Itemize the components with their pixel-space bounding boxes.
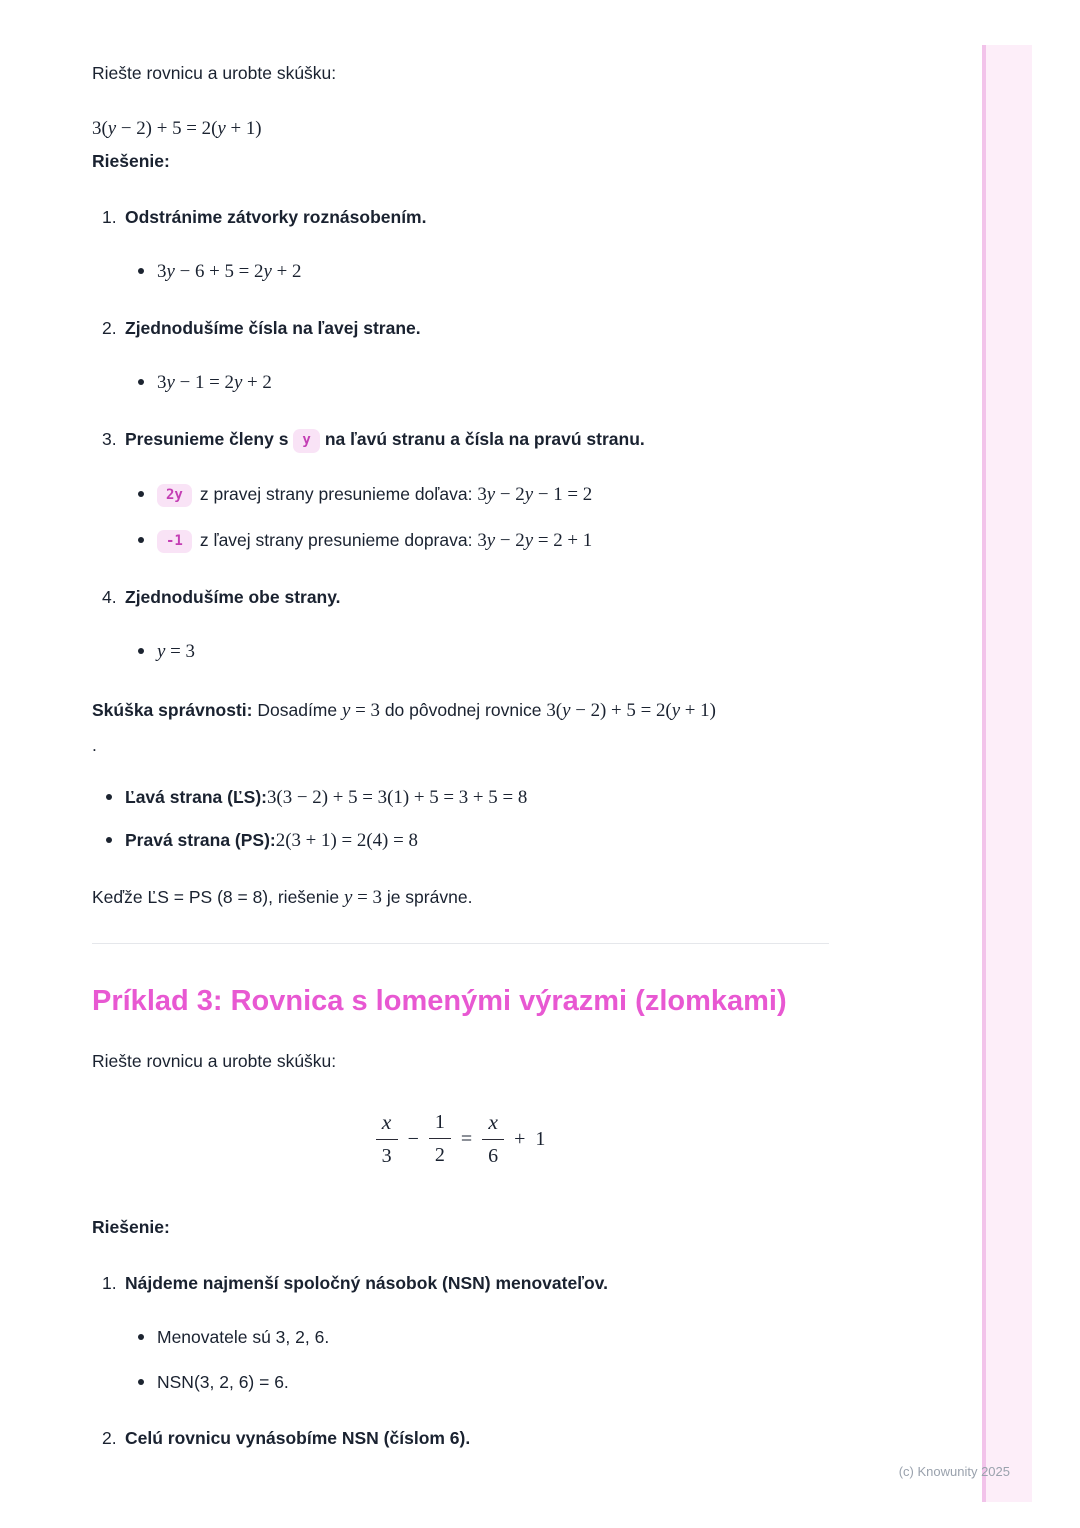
step-1-bullets bbox=[137, 258, 829, 285]
equation-step: 3y − 2y − 1 = 2 bbox=[477, 483, 593, 505]
equation-step: 3y − 2y = 2 + 1 bbox=[477, 529, 593, 551]
step-title: Celú rovnicu vynásobíme NSN (číslom 6). bbox=[125, 1428, 471, 1449]
step-title: Presunieme členy s y na ľavú stranu a čísla na pravú stranu. bbox=[125, 429, 645, 449]
code-badge-minus1: -1 bbox=[157, 530, 192, 554]
copyright-watermark: (c) Knowunity 2025 bbox=[898, 1464, 1010, 1479]
step-1 bbox=[102, 204, 829, 285]
check-label: Skúška správnosti: bbox=[92, 699, 253, 720]
operator: + bbox=[514, 1127, 526, 1150]
list-item: Menovatele sú 3, 2, 6. bbox=[137, 1324, 829, 1350]
operator: − bbox=[407, 1127, 419, 1150]
step-number: 2. bbox=[102, 1428, 117, 1449]
bullet-text: z ľavej strany presunieme doprava: bbox=[199, 529, 473, 550]
step-number: 2. bbox=[102, 318, 117, 338]
document-content bbox=[92, 60, 829, 1451]
step-number: 1. bbox=[102, 1273, 117, 1294]
inline-math: y = 3 bbox=[344, 886, 382, 908]
list-item bbox=[137, 527, 829, 554]
bullet-text: z pravej strany presunieme doľava: bbox=[199, 483, 473, 504]
list-item bbox=[137, 481, 829, 508]
left-side-label: Ľavá strana (ĽS): bbox=[125, 786, 267, 807]
step-4-bullets bbox=[137, 638, 829, 665]
check-sides-list bbox=[105, 784, 829, 854]
inline-math: 3(y − 2) + 5 = 2(y + 1) bbox=[546, 699, 716, 721]
list-item bbox=[137, 258, 829, 285]
list-item bbox=[105, 827, 829, 854]
list-item bbox=[105, 784, 829, 811]
equation-original: 3(y − 2) + 5 = 2(y + 1) bbox=[92, 118, 262, 139]
step-2 bbox=[102, 315, 829, 396]
step-title: Odstránime zátvorky roznásobením. bbox=[125, 207, 427, 227]
step-number: 1. bbox=[102, 207, 117, 227]
code-badge-2y: 2y bbox=[157, 484, 192, 508]
equation-step: 3y − 6 + 5 = 2y + 2 bbox=[157, 261, 302, 282]
section-divider bbox=[92, 943, 829, 944]
step-number: 4. bbox=[102, 586, 117, 607]
task-prompt: Riešte rovnicu a urobte skúšku: bbox=[92, 63, 337, 83]
check-paragraph: Skúška správnosti: Dosadíme y = 3 do pôvodnej rovnice 3(y − 2) + 5 = 2(y + 1) bbox=[92, 699, 716, 721]
list-item bbox=[137, 638, 829, 665]
right-side-math: 2(3 + 1) = 2(4) = 8 bbox=[275, 829, 418, 851]
step-3-bullets bbox=[137, 481, 829, 554]
step-title: Zjednodušíme čísla na ľavej strane. bbox=[125, 318, 421, 338]
constant: 1 bbox=[535, 1127, 546, 1150]
step-2-example3 bbox=[102, 1425, 829, 1451]
list-item: NSN(3, 2, 6) = 6. bbox=[137, 1369, 829, 1395]
right-side-label: Pravá strana (PS): bbox=[125, 829, 276, 850]
step-number: 3. bbox=[102, 429, 117, 449]
left-side-math: 3(3 − 2) + 5 = 3(1) + 5 = 3 + 5 = 8 bbox=[266, 786, 528, 808]
fraction: $\frac{x}{3}$ bbox=[376, 1110, 398, 1169]
fraction: $\frac{1}{2}$ bbox=[429, 1110, 451, 1167]
step-1-example3 bbox=[102, 1270, 829, 1395]
step-title: Nájdeme najmenší spoločný násobok (NSN) menovateľov. bbox=[125, 1273, 608, 1294]
equation-step: 3y − 1 = 2y + 2 bbox=[157, 372, 272, 393]
display-equation bbox=[92, 1110, 829, 1169]
task-prompt: Riešte rovnicu a urobte skúšku: bbox=[92, 1050, 337, 1071]
step-3 bbox=[102, 426, 829, 554]
equals-sign: = bbox=[460, 1127, 473, 1150]
list-item bbox=[137, 369, 829, 396]
step-4 bbox=[102, 584, 829, 665]
step-2-bullets bbox=[137, 369, 829, 396]
right-page-stripe bbox=[982, 45, 1032, 1502]
wrapped-period: . bbox=[92, 734, 97, 755]
solution-label: Riešenie: bbox=[92, 151, 170, 171]
conclusion: Keďže ĽS = PS (8 = 8), riešenie y = 3 je správne. bbox=[92, 886, 473, 908]
example-3-heading: Príklad 3: Rovnica s lomenými výrazmi (zlomkami) bbox=[92, 984, 787, 1017]
step-title: Zjednodušíme obe strany. bbox=[125, 586, 341, 607]
equation-result: y = 3 bbox=[157, 640, 195, 662]
code-badge-y: y bbox=[293, 429, 319, 453]
solution-label: Riešenie: bbox=[92, 1217, 170, 1238]
step-1-bullets bbox=[137, 1324, 829, 1395]
fraction: $\frac{x}{6}$ bbox=[482, 1110, 504, 1169]
inline-math: y = 3 bbox=[342, 699, 380, 721]
